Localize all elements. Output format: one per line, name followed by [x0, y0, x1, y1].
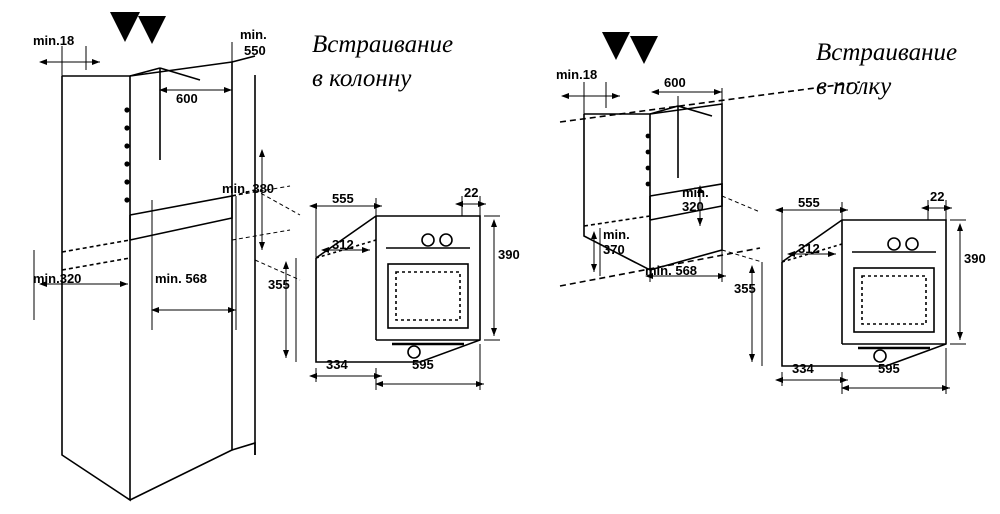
shelf-label-312: 312 — [798, 241, 820, 256]
shelf-label-min370-top: min. — [603, 227, 630, 242]
column-label-min18: min.18 — [33, 33, 75, 48]
shelf-label-600: 600 — [664, 75, 686, 90]
shelf-label-334: 334 — [792, 361, 814, 376]
column-label-312: 312 — [332, 237, 354, 252]
column-label-min380: min. 380 — [222, 181, 275, 196]
column-label-334: 334 — [326, 357, 348, 372]
shelf-label-min320-value: 320 — [682, 199, 704, 214]
shelf-title-line1: Встраивание — [816, 39, 958, 66]
column-label-min550-value: 550 — [244, 43, 266, 58]
column-label-390: 390 — [498, 247, 520, 262]
column-cabinet-outline — [62, 12, 255, 500]
column-label-min320: min.320 — [33, 271, 82, 286]
shelf-label-min18: min.18 — [556, 67, 598, 82]
column-label-22: 22 — [464, 185, 479, 200]
shelf-label-min370-value: 370 — [603, 242, 625, 257]
column-label-355: 355 — [268, 277, 290, 292]
column-label-600: 600 — [176, 91, 198, 106]
shelf-label-min568: min. 568 — [645, 263, 698, 278]
column-title-line1: Встраивание — [312, 31, 454, 58]
column-label-595: 595 — [412, 357, 434, 372]
column-title-line2: в колонну — [312, 65, 412, 92]
column-label-min568: min. 568 — [155, 271, 208, 286]
shelf-label-22: 22 — [930, 189, 945, 204]
shelf-label-390: 390 — [964, 251, 986, 266]
shelf-label-595: 595 — [878, 361, 900, 376]
shelf-title-line2: в полку — [816, 73, 892, 100]
shelf-label-min320-top: min. — [682, 185, 709, 200]
shelf-label-355: 355 — [734, 281, 756, 296]
shelf-label-555: 555 — [798, 195, 820, 210]
column-label-555: 555 — [332, 191, 354, 206]
column-label-min550-top: min. — [240, 27, 267, 42]
